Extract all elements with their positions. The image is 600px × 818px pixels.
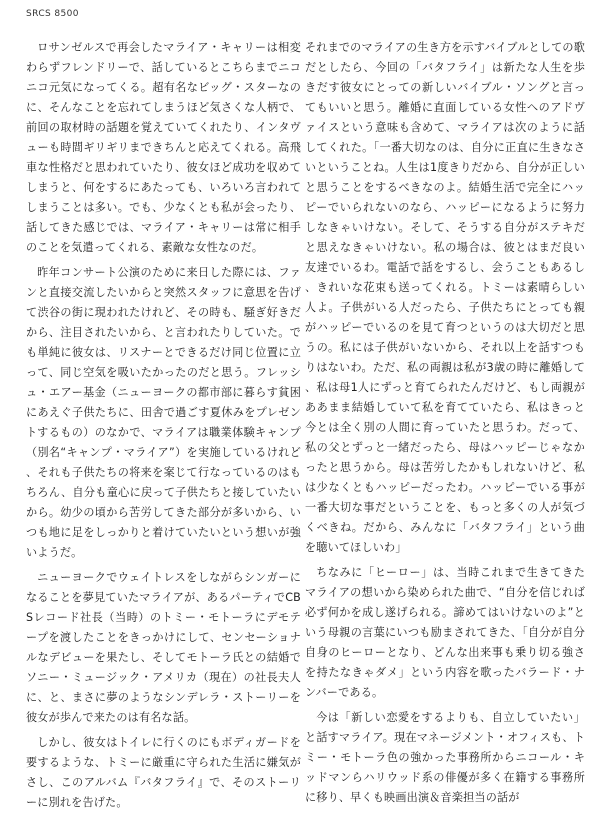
catalog-number: SRCS 8500 (26, 9, 79, 19)
paragraph: ちなみに「ヒーロー」は、当時これまで生きてきたマライアの想いから染められた曲で、“自分を信じれば必ず何かを成し遂げられる。諦めてはいけないのよ”という母親の言葉にいつも励まされてきた、「自分が自分自身のヒーローとなり、どんな出来事も乗り切る強さを持たなきゃダメ」という内容を歌ったバラード・ナンバーである。 (305, 566, 585, 699)
right-column (305, 38, 585, 813)
paragraph: 昨年コンサート公演のために来日した際には、ファンと直接交流したいからと突然スタッフに意思を告げて渋谷の街に現われたけれど、その時も、騒ぎ好きだから、注目されたいから、と言われたりしていた。でも単純に彼女は、リスナーとできるだけ同じ位置に立って、同じ空気を吸いたかったのだと思う。フレッシュ・エアー基金（ニューヨークの都市部に暮らす貧困にあえぐ子供たちに、田舎で過ごす夏休みをプレゼントするもの）のなかで、マライアは職業体験キャンプ（別名“キャンプ・マライア”）を実施しているけれど、それも子供たちの将来を案じて行なっているのはもちろん、自分も童心に戻って子供たちと接していたいから。幼少の頃から苦労してきた部分が多いから、いつも地に足をしっかりと着けていたいという想いが強いようだ。 (26, 266, 301, 559)
paragraph: ロサンゼルスで再会したマライア・キャリーは相変わらずフレンドリーで、話しているとこちらまでニコニコ元気になってくる。超有名なビッグ・スターなのに、そんなことを忘れてしまうほど気さくな人柄で、前回の取材時の話題を覚えていてくれたり、インタヴューも時間ギリギリまできちんと応えてくれる。高飛車な性格だと思われていたり、彼女ほど成功を収めてしまうと、何をするにあたっても、いろいろ言われてしまうことは多い。でも、少なくとも私が会ったり、話してきた感じでは、マライア・キャリーは常に相手のことを気遣ってくれる、素敵な女性なのだ。 (26, 41, 301, 254)
paragraph: ニューヨークでウェイトレスをしながらシンガーになることを夢見ていたマライアが、あるパーティでCBSレコード社長（当時）のトミー・モトーラにデモテープを渡したことをきっかけにして、センセーショナルなデビューを果たし、そしてモトーラ氏との結婚でソニー・ミュージック・アメリカ（現在）の社長夫人に、と、まさに夢のようなシンデレラ・ストーリーを彼女が歩んで来たのは有名な話。 (26, 571, 301, 724)
paragraph: 今は「新しい恋愛をするよりも、自立していたい」と話すマライア。現在マネージメント・オフィスも、トミー・モトーラ色の強かった事務所からニコール・キッドマンらハリウッド系の俳優が多く在籍する事務所に移り、早くも映画出演＆音楽担当の話が (305, 711, 585, 804)
left-column (26, 38, 301, 818)
paragraph: それまでのマライアの生き方を示すバイブルとしての歌だとしたら、今回の「バタフライ」は新たな人生を歩きだす彼女にとっての新しいバイブル・ソングと言ってもいいと思う。離婚に直面している女性へのアドヴァイスという意味も含めて、マライアは次のように話してくれた。「一番大切なのは、自分に正直に生きなさいということね。人生は1度きりだから、自分が正しいと思うことをするべきなのよ。結婚生活で完全にハッピーでいられないのなら、ハッピーになるように努力しなきゃいけない。そして、そうする自分がステキだと思えなきゃいけない。私の場合は、彼とはまだ良い友達でいるわ。電話で話をするし、会うこともあるし、きれいな花束も送ってくれる。トミーは素晴らしい人よ。子供がいる人だったら、子供たちにとっても親がハッピーでいるのを見て育つというのは大切だと思うの。私には子供がいないから、それ以上を話すつもりはないわ。ただ、私の両親は私が3歳の時に離婚して、私は母1人にずっと育てられたんだけど、もし両親がああまま結婚していて私を育てていたら、私はきっと今とは全く別の人間に育っていたと思うわ。だって、私の父とずっと一緒だったら、母はハッピーじゃなかったと思うから。母は苦労したかもしれないけど、私は少なくともハッピーだったわ。ハッピーでいる事が一番大切な事だということを、もっと多くの人が気づくべきね。だから、みんなに「バタフライ」という曲を聴いてほしいわ」 (305, 41, 586, 554)
paragraph: しかし、彼女はトイレに行くのにもボディガードを要するような、トミーに厳重に守られた生活に嫌気がさし、このアルバム『バタフライ』で、そのストーリーに別れを告げた。 (26, 736, 301, 809)
